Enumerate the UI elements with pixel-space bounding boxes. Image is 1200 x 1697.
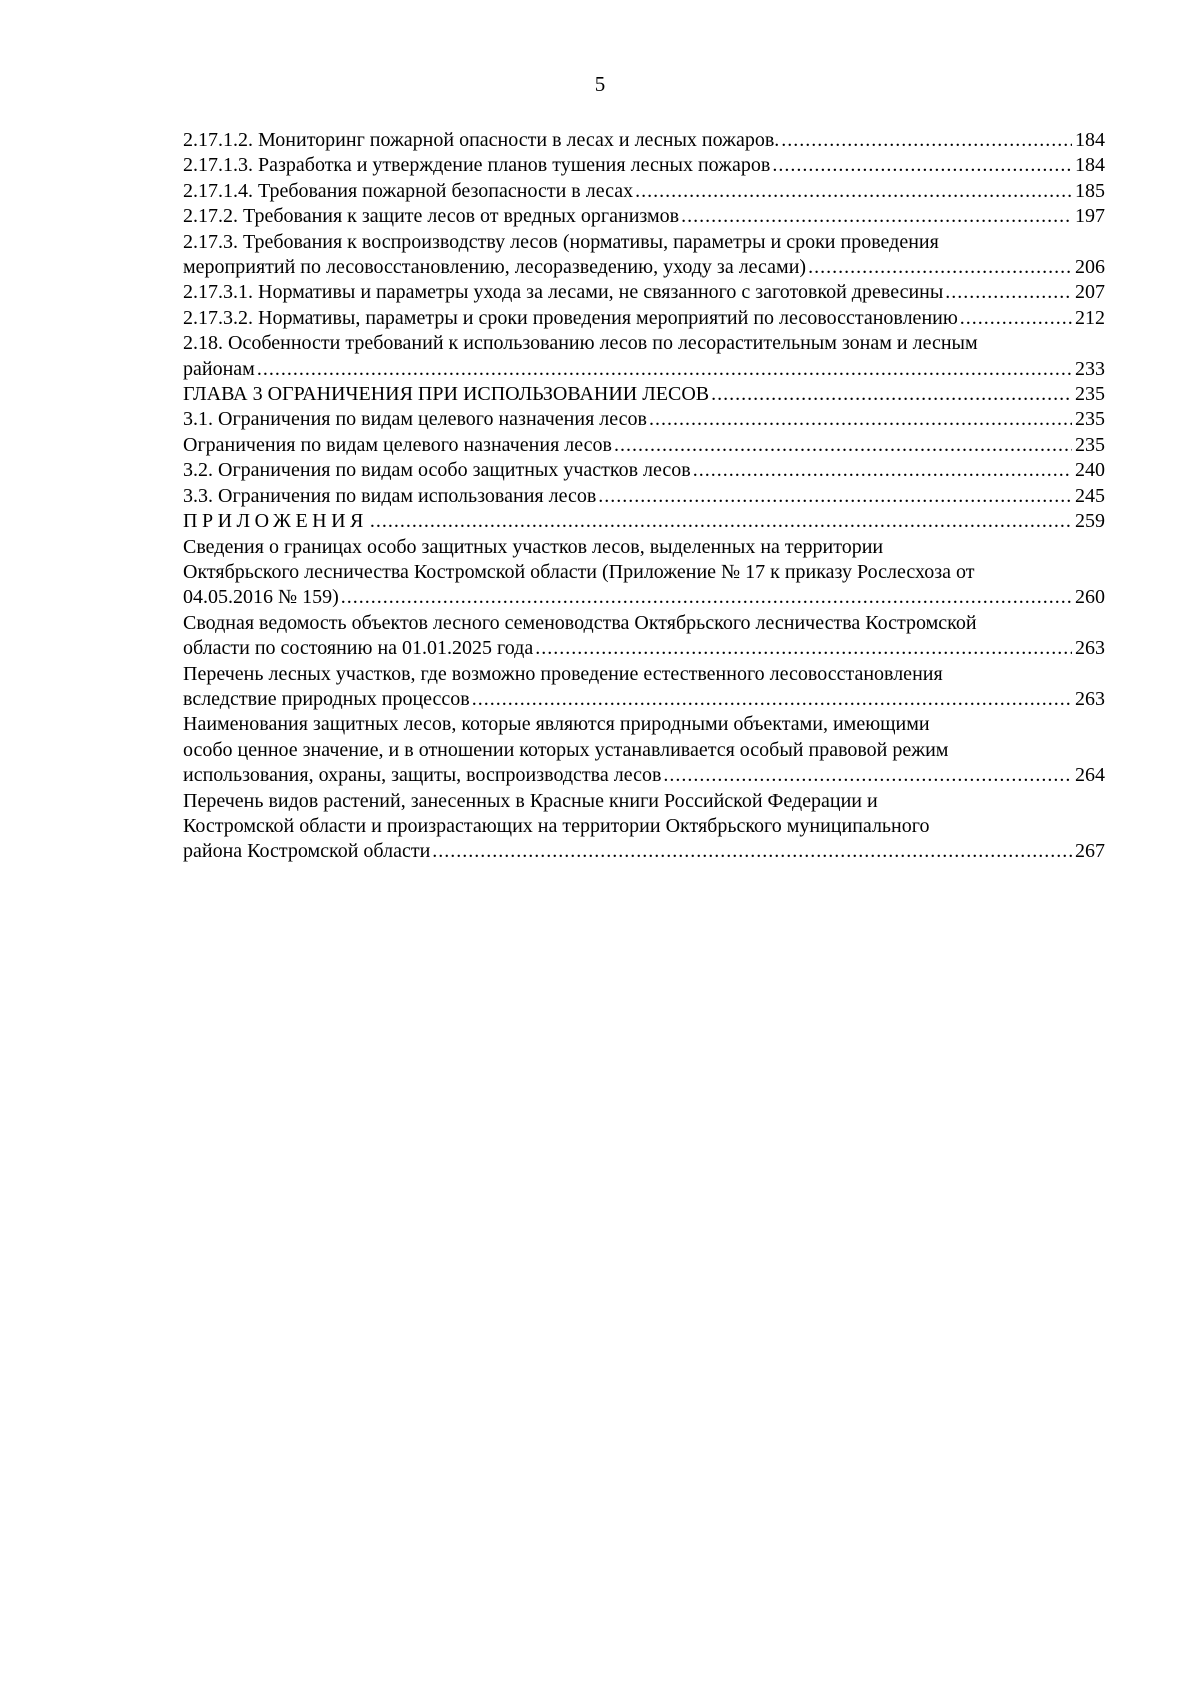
toc-entry-text-line: 2.17.3.1. Нормативы и параметры ухода за лесами, не связанного с заготовкой древесины xyxy=(183,281,944,304)
toc-page-number: 245 xyxy=(1075,484,1105,507)
toc-page-number: 184 xyxy=(1075,154,1105,177)
toc-entry-text-line: 2.17.1.3. Разработка и утверждение планов тушения лесных пожаров xyxy=(183,154,771,177)
toc-page-number: 185 xyxy=(1075,179,1105,202)
toc-page-number: 267 xyxy=(1075,840,1105,863)
toc-dot-leader xyxy=(649,407,1072,432)
toc-entry-text-line: вследствие природных процессов xyxy=(183,687,470,710)
toc-entry[interactable] xyxy=(183,433,1105,458)
toc-entry[interactable] xyxy=(183,662,1105,713)
toc-entry[interactable] xyxy=(183,153,1105,178)
toc-dot-leader xyxy=(808,255,1072,280)
toc-page-number: 235 xyxy=(1075,408,1105,431)
toc-entry-text-line: района Костромской области xyxy=(183,840,431,863)
toc-page-number: 240 xyxy=(1075,459,1105,482)
toc-entry[interactable] xyxy=(183,509,1105,534)
toc-entry-text-line: Перечень видов растений, занесенных в Красные книги Российской Федерации и xyxy=(183,789,878,812)
toc-dot-leader xyxy=(681,204,1072,229)
toc-dot-leader xyxy=(598,484,1072,509)
toc-entry-text-line: 2.17.3. Требования к воспроизводству лесов (нормативы, параметры и сроки проведения xyxy=(183,230,939,253)
toc-entry-text-line: 2.17.2. Требования к защите лесов от вредных организмов xyxy=(183,205,680,228)
toc-entry[interactable] xyxy=(183,712,1105,788)
toc-entry-text-line: 2.17.1.4. Требования пожарной безопасности в лесах xyxy=(183,179,634,202)
table-of-contents xyxy=(183,128,1105,865)
toc-entry-text-line: 04.05.2016 № 159) xyxy=(183,586,339,609)
toc-page-number: 207 xyxy=(1075,281,1105,304)
toc-dot-leader xyxy=(472,687,1072,712)
toc-page-number: 263 xyxy=(1075,687,1105,710)
toc-dot-leader xyxy=(711,382,1072,407)
toc-entry-text-line: Наименования защитных лесов, которые являются природными объектами, имеющими xyxy=(183,713,930,736)
toc-page-number: 212 xyxy=(1075,306,1105,329)
toc-page-number: 260 xyxy=(1075,586,1105,609)
toc-dot-leader xyxy=(535,636,1072,661)
toc-entry[interactable] xyxy=(183,331,1105,382)
toc-dot-leader xyxy=(663,763,1072,788)
toc-dot-leader xyxy=(257,357,1072,382)
toc-dot-leader xyxy=(781,128,1072,153)
toc-entry-text-line: ГЛАВА 3 ОГРАНИЧЕНИЯ ПРИ ИСПОЛЬЗОВАНИИ ЛЕСОВ xyxy=(183,383,710,406)
toc-page-number: 264 xyxy=(1075,764,1105,787)
toc-entry-text-line: Октябрьского лесничества Костромской области (Приложение № 17 к приказу Рослесхоза от xyxy=(183,560,975,583)
toc-page-number: 263 xyxy=(1075,637,1105,660)
toc-entry-text-line: 3.1. Ограничения по видам целевого назначения лесов xyxy=(183,408,647,431)
toc-entry-text-line: области по состоянию на 01.01.2025 года xyxy=(183,637,534,660)
toc-entry-text-line: 2.17.1.2. Мониторинг пожарной опасности в лесах и лесных пожаров. xyxy=(183,129,780,151)
toc-entry[interactable] xyxy=(183,179,1105,204)
toc-entry-text-line: мероприятий по лесовосстановлению, лесоразведению, уходу за лесами) xyxy=(183,256,807,279)
toc-dot-leader xyxy=(772,153,1072,178)
page-number: 5 xyxy=(594,72,606,96)
toc-entry[interactable] xyxy=(183,382,1105,407)
toc-dot-leader xyxy=(635,179,1072,204)
toc-entry[interactable] xyxy=(183,458,1105,483)
toc-entry-text-line: ПРИЛОЖЕНИЯ xyxy=(183,510,368,533)
toc-entry[interactable] xyxy=(183,611,1105,662)
toc-entry-text-line: использования, охраны, защиты, воспроизводства лесов xyxy=(183,764,662,787)
toc-entry[interactable] xyxy=(183,407,1105,432)
toc-entry-text-line: Сводная ведомость объектов лесного семеноводства Октябрьского лесничества Костромской xyxy=(183,611,977,634)
toc-dot-leader xyxy=(614,433,1072,458)
toc-page-number: 184 xyxy=(1075,129,1105,151)
toc-entry-text-line: 3.2. Ограничения по видам особо защитных участков лесов xyxy=(183,459,691,482)
toc-entry[interactable] xyxy=(183,306,1105,331)
toc-dot-leader xyxy=(945,280,1072,305)
toc-page-number: 206 xyxy=(1075,256,1105,279)
toc-dot-leader xyxy=(960,306,1072,331)
toc-page-number: 233 xyxy=(1075,357,1105,380)
toc-entry[interactable] xyxy=(183,280,1105,305)
toc-entry[interactable] xyxy=(183,204,1105,229)
toc-entry-text-line: Перечень лесных участков, где возможно проведение естественного лесовосстановления xyxy=(183,662,943,685)
toc-entry-text-line: Ограничения по видам целевого назначения лесов xyxy=(183,433,612,456)
toc-dot-leader xyxy=(341,585,1072,610)
toc-entry-text-line: Сведения о границах особо защитных участков лесов, выделенных на территории xyxy=(183,535,884,558)
toc-entry[interactable] xyxy=(183,789,1105,865)
toc-entry-text-line: 2.17.3.2. Нормативы, параметры и сроки проведения мероприятий по лесовосстановлению xyxy=(183,306,958,329)
toc-entry-text-line: Костромской области и произрастающих на территории Октябрьского муниципального xyxy=(183,814,930,837)
toc-entry-text-line: районам xyxy=(183,357,255,380)
toc-entry[interactable] xyxy=(183,230,1105,281)
toc-page-number: 235 xyxy=(1075,433,1105,456)
toc-entry[interactable] xyxy=(183,128,1105,153)
toc-entry-text-line: 2.18. Особенности требований к использованию лесов по лесорастительным зонам и лесным xyxy=(183,332,978,355)
toc-dot-leader xyxy=(693,458,1072,483)
toc-page-number: 197 xyxy=(1075,205,1105,228)
toc-page-number: 235 xyxy=(1075,383,1105,406)
toc-dot-leader xyxy=(370,509,1072,534)
toc-entry-text-line: 3.3. Ограничения по видам использования лесов xyxy=(183,484,597,507)
toc-entry[interactable] xyxy=(183,484,1105,509)
toc-dot-leader xyxy=(432,839,1072,864)
toc-entry-text-line: особо ценное значение, и в отношении которых устанавливается особый правовой режим xyxy=(183,738,949,761)
toc-entry[interactable] xyxy=(183,535,1105,611)
toc-page-number: 259 xyxy=(1075,510,1105,533)
